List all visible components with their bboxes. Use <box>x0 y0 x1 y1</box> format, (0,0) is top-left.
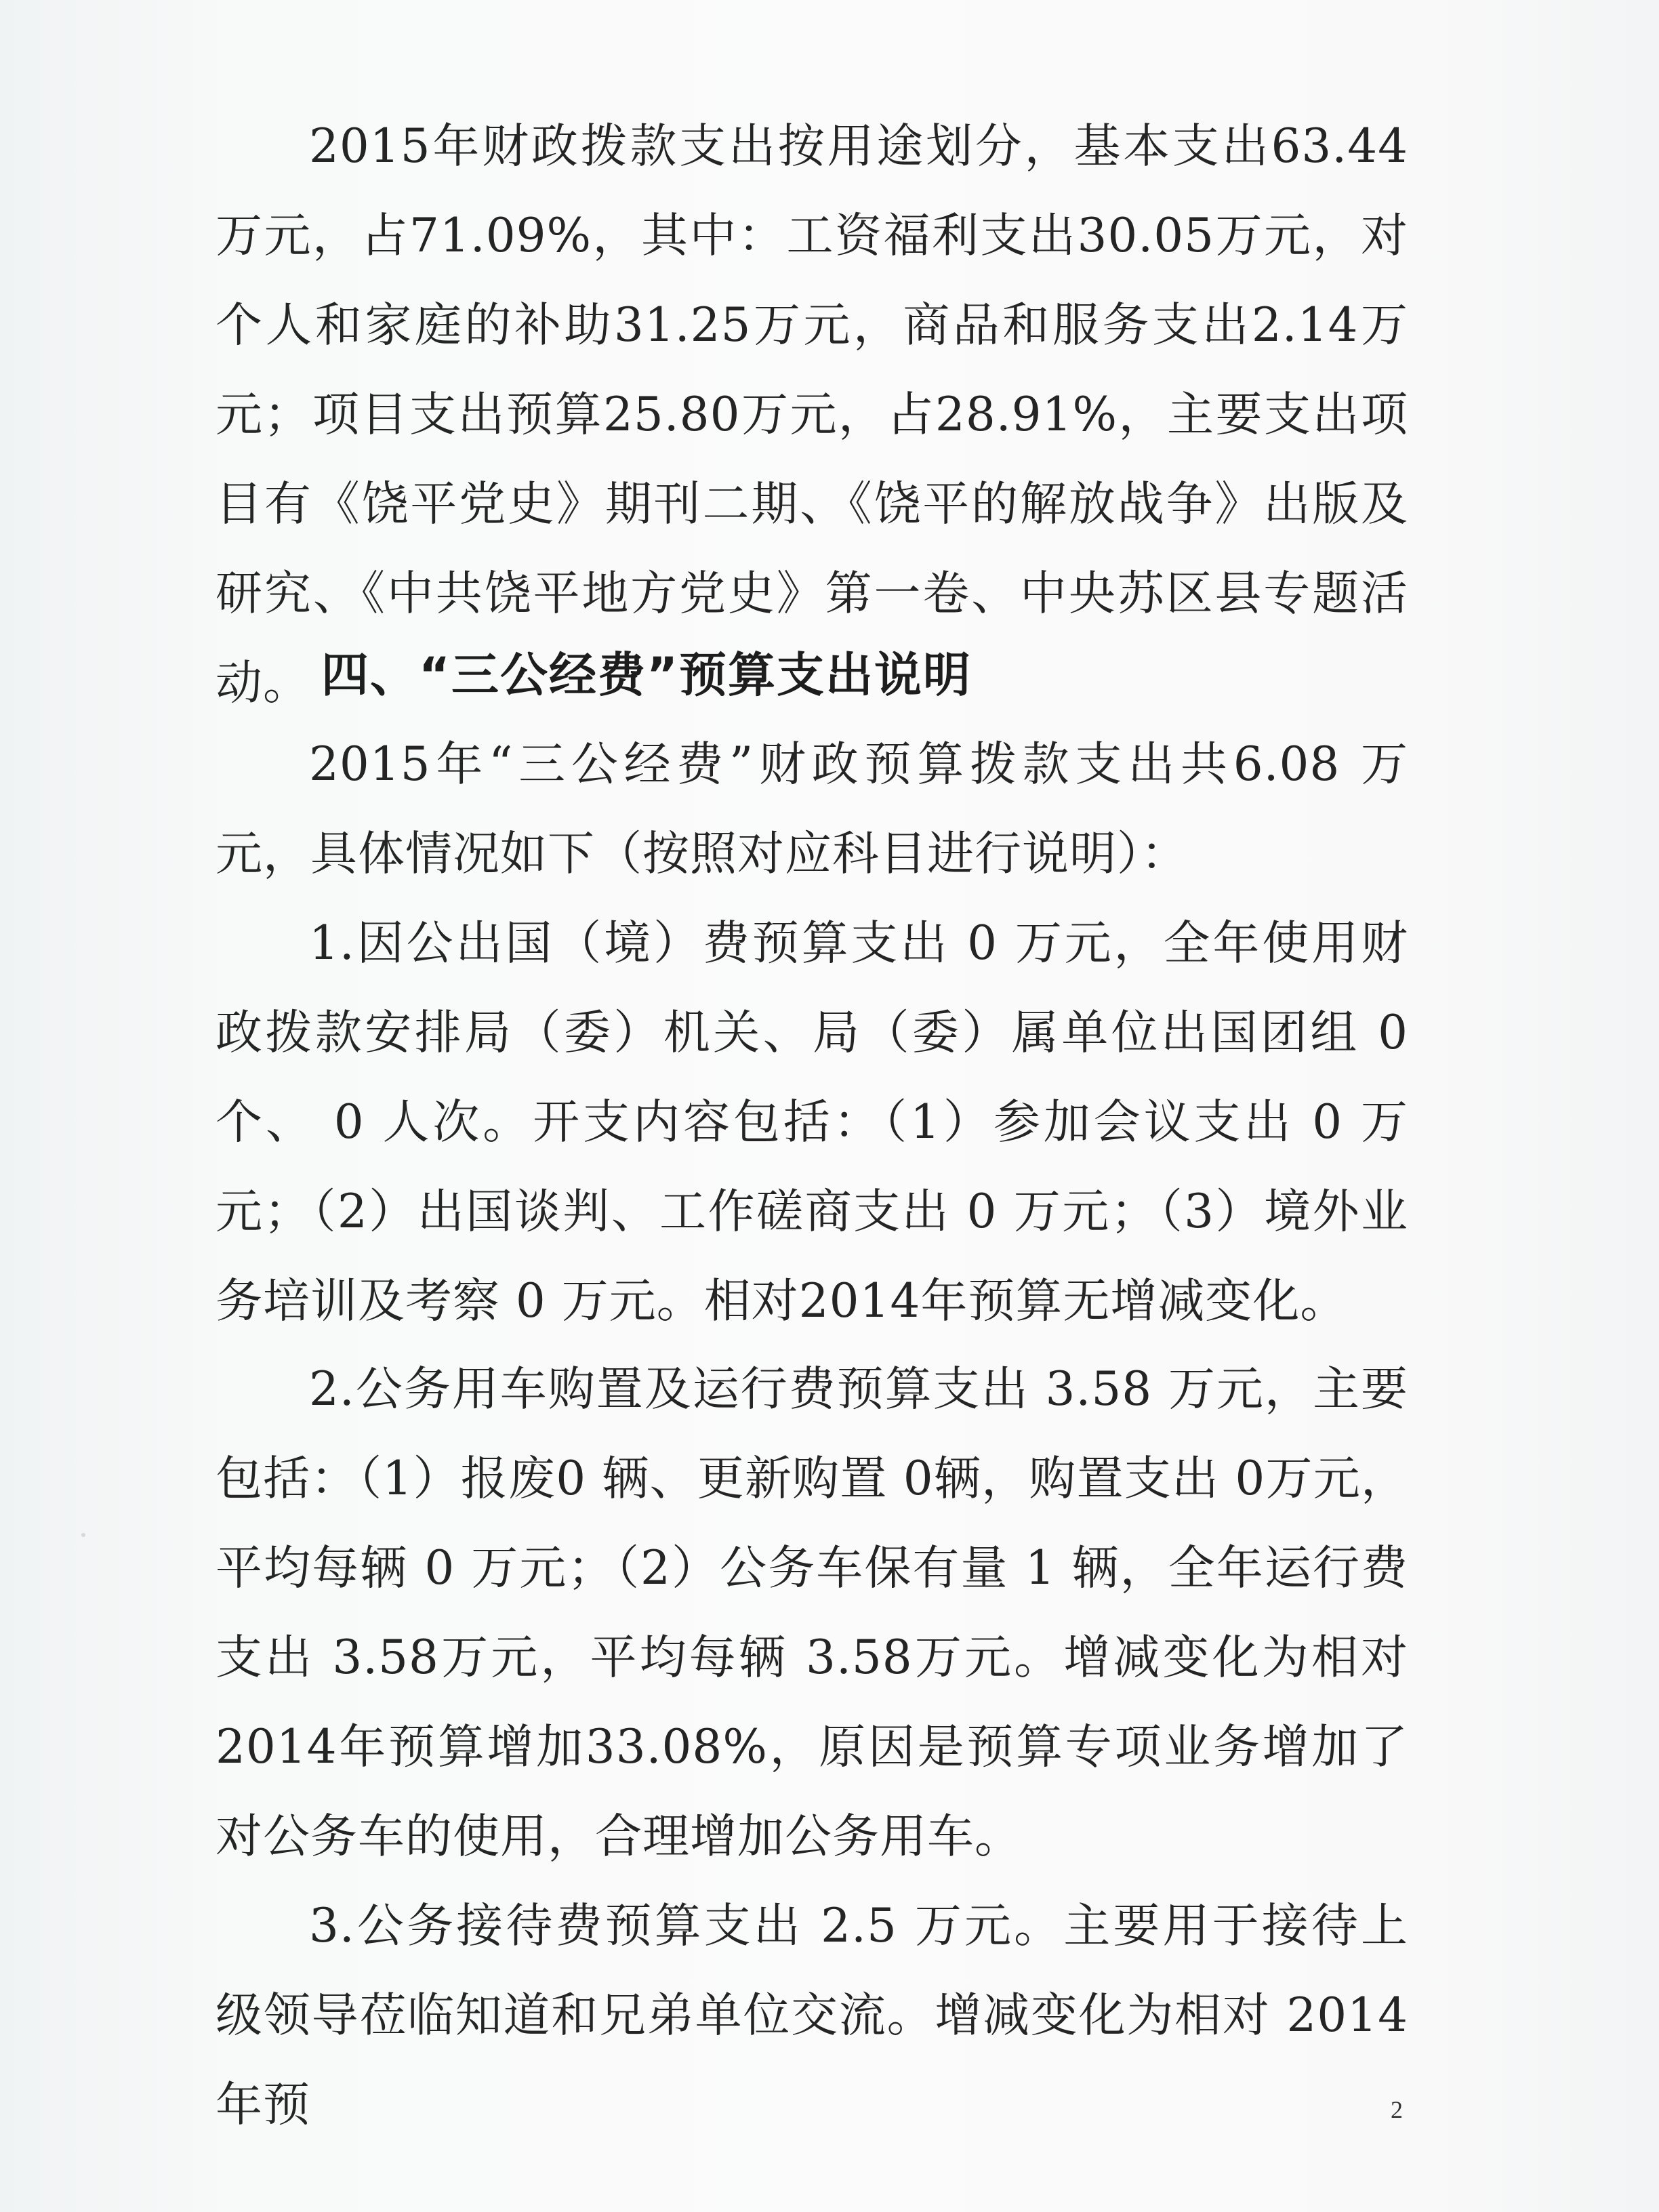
paragraph-three-public-total: 2015年“三公经费”财政预算拨款支出共6.08 万元，具体情况如下（按照对应科目进行说明）： <box>216 737 1408 881</box>
paragraph-basic-expenditure: 2015年财政拨款支出按用途划分，基本支出63.44万元，占71.09%，其中：工资福利支出30.05万元，对个人和家庭的补助31.25万元，商品和服务支出2.14万元；项目支出预算25.80万元，占28.91%，主要支出项目有《饶平党史》期刊二期、《饶平的解放战争》出版及研究、《中共饶平地方党史》第一卷、中央苏区县专题活动。 <box>216 119 1408 710</box>
paragraph-official-vehicles: 2.公务用车购置及运行费预算支出 3.58 万元，主要包括：（1）报废0 辆、更新购置 0辆，购置支出 0万元，平均每辆 0 万元；（2）公务车保有量 1 辆，全年运行费支出 3.58万元，平均每辆 3.58万元。增减变化为相对2014年预算增加33.08%，原因是预算专项业务增加了对公务车的使用，合理增加公务用车。 <box>216 1362 1408 1864</box>
paragraph-official-reception: 3.公务接待费预算支出 2.5 万元。主要用于接待上级领导莅临知道和兄弟单位交流。增减变化为相对 2014 年预 <box>216 1899 1408 2132</box>
scan-speck <box>81 1533 85 1537</box>
page-number: 2 <box>1391 2096 1403 2123</box>
paragraph-overseas-travel: 1.因公出国（境）费预算支出 0 万元，全年使用财政拨款安排局（委）机关、局（委）属单位出国团组 0 个、 0 人次。开支内容包括：（1）参加会议支出 0 万元；（2）出国谈判、工作磋商支出 0 万元；（3）境外业务培训及考察 0 万元。相对2014年预算无增减变化。 <box>216 916 1408 1328</box>
section-heading-three-public-expenses: 四、“三公经费”预算支出说明 <box>321 647 972 703</box>
